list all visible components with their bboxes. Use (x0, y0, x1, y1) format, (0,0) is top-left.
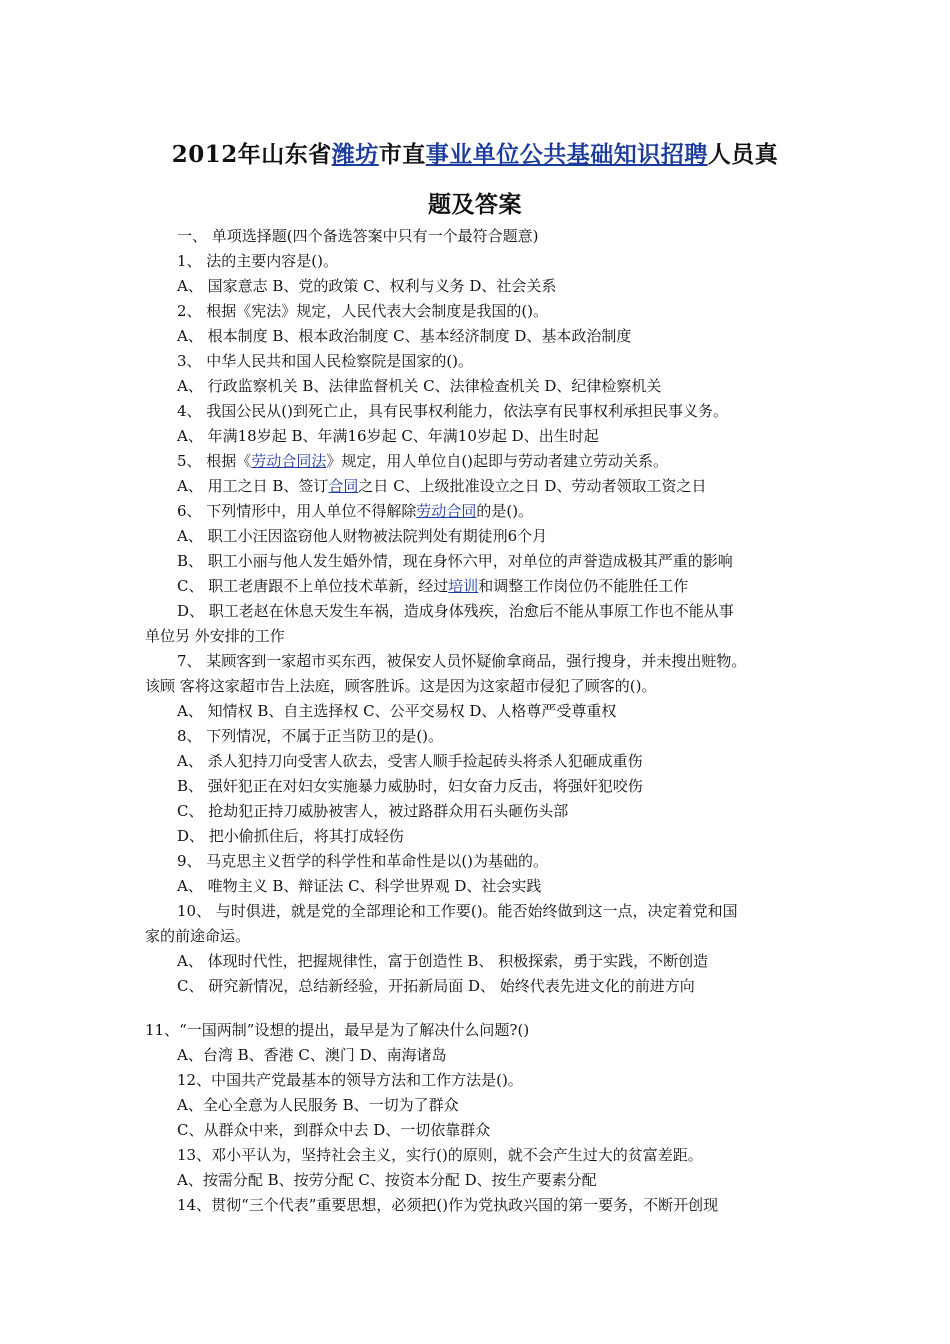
document-line (177, 951, 708, 971)
document-line (177, 776, 643, 796)
inline-link[interactable]: 劳动合同 (416, 502, 477, 520)
inline-link[interactable]: 培训 (448, 577, 479, 595)
line-text: 的是()。 (476, 502, 534, 520)
line-text: A、 用工之日 B、签订 (177, 477, 329, 495)
link-public-institution-exam[interactable]: 事业单位公共基础知识招聘 (425, 141, 708, 168)
document-line (177, 351, 473, 371)
line-text: 12、中国共产党最基本的领导方法和工作方法是()。 (177, 1071, 523, 1089)
document-line (145, 926, 250, 946)
line-text: A、 知情权 B、自主选择权 C、公平交易权 D、人格尊严受尊重权 (177, 702, 617, 720)
line-text: 和调整工作岗位仍不能胜任工作 (478, 577, 689, 595)
line-text: 6、 下列情形中，用人单位不得解除 (177, 502, 417, 520)
inline-link[interactable]: 劳动合同法 (251, 452, 327, 470)
document-line (177, 1170, 597, 1190)
document-line (145, 676, 656, 696)
document-line (145, 626, 285, 646)
line-text: 3、 中华人民共和国人民检察院是国家的()。 (177, 352, 474, 370)
line-text: 10、 与时俱进，就是党的全部理论和工作要()。能否始终做到这一点，决定着党和国 (177, 902, 738, 920)
line-text: 13、邓小平认为，坚持社会主义，实行()的原则，就不会产生过大的贫富差距。 (177, 1146, 703, 1164)
line-text: D、 职工老赵在休息天发生车祸，造成身体残疾，治愈后不能从事原工作也不能从事 (177, 602, 734, 620)
line-text: A、 年满18岁起 B、年满16岁起 C、年满10岁起 D、出生时起 (177, 427, 599, 445)
line-text: 8、 下列情况，不属于正当防卫的是()。 (177, 727, 444, 745)
line-text: 5、 根据《 (177, 452, 252, 470)
line-text: 》规定，用人单位自()起即与劳动者建立劳动关系。 (326, 452, 669, 470)
line-text: 之日 C、上级批准设立之日 D、劳动者领取工资之日 (358, 477, 707, 495)
line-text: 7、 某顾客到一家超市买东西，被保安人员怀疑偷拿商品，强行搜身，并未搜出赃物。 (177, 652, 747, 670)
line-text: A、 体现时代性，把握规律性，富于创造性 B、 积极探索，勇于实践，不断创造 (177, 952, 709, 970)
inline-link[interactable]: 合同 (328, 477, 359, 495)
document-line (177, 601, 734, 621)
line-text: A、按需分配 B、按劳分配 C、按资本分配 D、按生产要素分配 (177, 1171, 597, 1189)
line-text: C、从群众中来，到群众中去 D、一切依靠群众 (177, 1121, 491, 1139)
line-text: A、 根本制度 B、根本政治制度 C、基本经济制度 D、基本政治制度 (177, 327, 632, 345)
document-line (177, 276, 556, 296)
line-text: 4、 我国公民从()到死亡止，具有民事权利能力，依法享有民事权利承担民事义务。 (177, 402, 729, 420)
document-line (177, 401, 728, 421)
document-line (177, 1095, 459, 1115)
document-line (177, 476, 706, 496)
line-text: 一、 单项选择题(四个备选答案中只有一个最符合题意) (177, 227, 539, 245)
document-line (177, 851, 548, 871)
line-text: B、 强奸犯正在对妇女实施暴力威胁时，妇女奋力反击，将强奸犯咬伤 (177, 777, 643, 795)
document-line (177, 901, 738, 921)
document-line (177, 651, 746, 671)
line-text: 该顾 客将这家超市告上法庭，顾客胜诉。这是因为这家超市侵犯了顾客的()。 (145, 677, 657, 695)
document-line (177, 576, 688, 596)
document-line (177, 1070, 523, 1090)
line-text: 2、 根据《宪法》规定，人民代表大会制度是我国的()。 (177, 302, 549, 320)
document-title-line-1: 2012年山东省潍坊市直事业单位公共基础知识招聘人员真 (171, 141, 779, 168)
document-line (177, 1145, 703, 1165)
document-line (177, 826, 404, 846)
line-text: A、 职工小汪因盗窃他人财物被法院判处有期徒刑6个月 (177, 527, 548, 545)
line-text: 14、贯彻“三个代表”重要思想，必须把()作为党执政兴国的第一要务，不断开创现 (177, 1196, 719, 1214)
document-line (177, 801, 568, 821)
document-line (177, 326, 631, 346)
line-text: C、 研究新情况，总结新经验，开拓新局面 D、 始终代表先进文化的前进方向 (177, 977, 695, 995)
document-line (177, 376, 661, 396)
document-line (177, 226, 538, 246)
line-text: D、 把小偷抓住后，将其打成轻伤 (177, 827, 404, 845)
line-text: 1、 法的主要内容是()。 (177, 252, 339, 270)
line-text: A、 唯物主义 B、辩证法 C、科学世界观 D、社会实践 (177, 877, 542, 895)
document-line (177, 526, 547, 546)
line-text: A、全心全意为人民服务 B、一切为了群众 (177, 1096, 459, 1114)
line-text: A、 杀人犯持刀向受害人砍去，受害人顺手捡起砖头将杀人犯砸成重伤 (177, 752, 643, 770)
line-text: 9、 马克思主义哲学的科学性和革命性是以()为基础的。 (177, 852, 549, 870)
line-text: C、 职工老唐跟不上单位技术革新，经过 (177, 577, 449, 595)
document-line (177, 451, 668, 471)
document-line (145, 1020, 529, 1040)
document-line (177, 251, 338, 271)
line-text: 单位另 外安排的工作 (145, 627, 285, 645)
document-line (177, 501, 533, 521)
document-line (177, 551, 733, 571)
line-text: A、 行政监察机关 B、法律监督机关 C、法律检查机关 D、纪律检察机关 (177, 377, 662, 395)
document-line (177, 701, 616, 721)
document-title-line-2: 题及答案 (428, 191, 522, 218)
document-line (177, 1195, 718, 1215)
line-text: 家的前途命运。 (145, 927, 251, 945)
link-weifang[interactable]: 潍坊 (331, 141, 379, 168)
document-line (177, 751, 643, 771)
document-line (177, 976, 695, 996)
document-line (177, 1045, 447, 1065)
line-text: B、 职工小丽与他人发生婚外情，现在身怀六甲，对单位的声誉造成极其严重的影响 (177, 552, 733, 570)
line-text: 11、“一国两制”设想的提出，最早是为了解决什么问题?() (145, 1021, 530, 1039)
document-line (177, 1120, 490, 1140)
document-line (177, 426, 599, 446)
line-text: C、 抢劫犯正持刀威胁被害人，被过路群众用石头砸伤头部 (177, 802, 569, 820)
line-text: A、 国家意志 B、党的政策 C、权利与义务 D、社会关系 (177, 277, 557, 295)
document-line (177, 876, 541, 896)
document-line (177, 301, 548, 321)
line-text: A、台湾 B、香港 C、澳门 D、南海诸岛 (177, 1046, 447, 1064)
document-line (177, 726, 443, 746)
